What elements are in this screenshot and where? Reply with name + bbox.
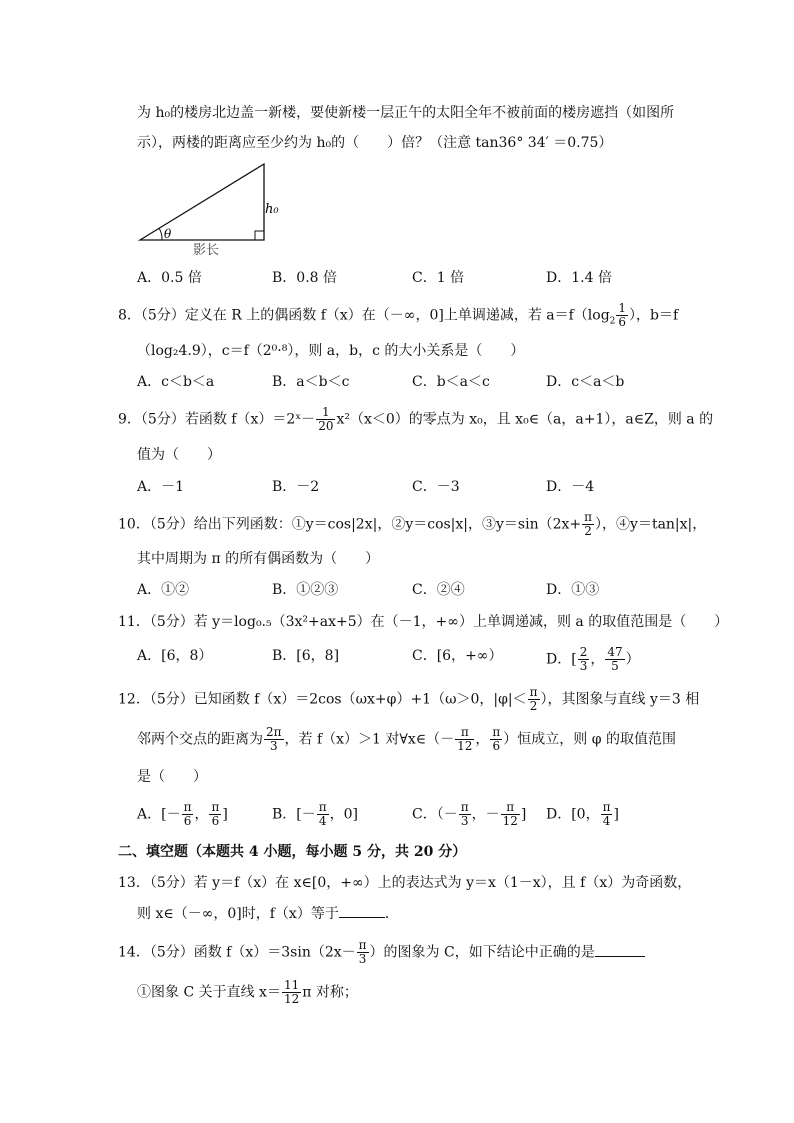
q14-line1: 14．（5分）函数 f（x）＝3sin（2x－ $\frac{\pi}{3}$ ）的图象为 C，如下结论中正确的是	[118, 939, 645, 966]
q10-option-d: D．①③	[546, 582, 600, 598]
q7-line2: 示），两楼的距离应至少约为 h₀的（ ）倍？（注意 tan36° 34′ ＝0.75）	[137, 135, 613, 151]
q13-line1: 13．（5分）若 y＝f（x）在 x∈[0，+∞）上的表达式为 y＝x（1－x），且 f（x）为奇函数，	[118, 875, 692, 891]
q7-option-c: C．1 倍	[412, 270, 465, 286]
q8-option-b: B．a＜b＜c	[272, 374, 350, 390]
q9-option-b: B．－2	[272, 479, 320, 495]
q10-option-b: B．①②③	[272, 582, 339, 598]
q7-line1: 为 h₀的楼房北边盖一新楼，要使新楼一层正午的太阳全年不被前面的楼房遮挡（如图所	[137, 105, 675, 121]
q12-option-b: B．[－ $\frac{\pi}{4}$ ，0]	[272, 800, 359, 828]
q11-line1: 11．（5分）若 y＝log₀.₅（3x²+ax+5）在（－1，+∞）上单调递减，则 a 的取值范围是（ ）	[118, 614, 729, 630]
q14-answer-blank[interactable]	[595, 944, 645, 957]
q7-option-d: D．1.4 倍	[546, 270, 612, 286]
q11-option-d: D．[ $\frac{2}{3}$ ， $\frac{47}{5}$ ）	[546, 645, 640, 673]
q9-option-d: D．－4	[546, 479, 595, 495]
q8-line2: （log₂4.9），c＝f（2⁰·⁸），则 a，b，c 的大小关系是（ ）	[137, 343, 525, 359]
q8-option-a: A．c＜b＜a	[137, 374, 215, 390]
theta-label: θ	[164, 227, 172, 241]
q9-option-a: A．－1	[137, 479, 185, 495]
q12-line2: 邻两个交点的距离为 $\frac{2\pi}{3}$ ，若 f（x）＞1 对∀x∈（－ $\frac{\pi}{12}$ ， $\frac{\pi}{6}$ ）恒成立，则 φ 的取值范围	[137, 725, 676, 753]
q9-line2: 值为（ ）	[137, 447, 221, 463]
q12-option-c: C．（－ $\frac{\pi}{3}$ ，－ $\frac{\pi}{12}$ ]	[412, 800, 527, 828]
q8-line1: 8．（5分）定义在 R 上的偶函数 f（x）在（－∞，0]上单调递减，若 $a=f(\log_2$ $\frac{1}{6}$ ），b＝f	[118, 301, 679, 329]
q8-option-c: C．b＜a＜c	[412, 374, 490, 390]
q8-option-d: D．c＜a＜b	[546, 374, 625, 390]
q9-line1: 9．（5分）若函数 f（x）＝2ˣ－ $\frac{1}{20}$ x²（x＜0）的零点为 x₀，且 x₀∈（a，a+1），a∈Z，则 a 的	[118, 405, 714, 433]
triangle-figure	[135, 158, 295, 258]
q11-option-a: A．[6，8）	[137, 648, 213, 664]
q11-option-b: B．[6，8]	[272, 648, 340, 664]
q11-option-c: C．[6，+∞）	[412, 648, 503, 664]
q12-option-d: D．[0， $\frac{\pi}{4}$ ]	[546, 800, 619, 828]
q12-line3: 是（ ）	[137, 769, 207, 785]
shadow-label: 影长	[193, 243, 220, 258]
q13-line2: 则 x∈（－∞，0]时，f（x）等于 ．	[137, 906, 399, 922]
q10-option-a: A．①②	[137, 582, 190, 598]
section-heading: 二、填空题（本题共 4 小题，每小题 5 分，共 20 分）	[118, 844, 467, 860]
q13-answer-blank[interactable]	[339, 905, 385, 918]
q7-option-a: A．0.5 倍	[137, 270, 202, 286]
q12-option-a: A．[－ $\frac{\pi}{6}$ ， $\frac{\pi}{6}$ ]	[137, 800, 228, 828]
q12-line1: 12．（5分）已知函数 f（x）＝2cos（ωx+φ）+1（ω＞0，|φ|＜ $\frac{\pi}{2}$ ），其图象与直线 y＝3 相	[118, 685, 700, 713]
q9-option-c: C．－3	[412, 479, 460, 495]
q10-option-c: C．②④	[412, 582, 465, 598]
q14-item1: ①图象 C 关于直线 x＝ $\frac{11}{12}$ π 对称；	[137, 978, 358, 1006]
h0-label: h₀	[265, 202, 279, 217]
q10-line1: 10．（5分）给出下列函数：①y＝cos|2x|，②y＝cos|x|，③y＝sin（2x+ $\frac{\pi}{2}$ ），④y＝tan|x|，	[118, 510, 707, 538]
q10-line2: 其中周期为 π 的所有偶函数为（ ）	[137, 551, 380, 567]
q7-option-b: B．0.8 倍	[272, 270, 338, 286]
